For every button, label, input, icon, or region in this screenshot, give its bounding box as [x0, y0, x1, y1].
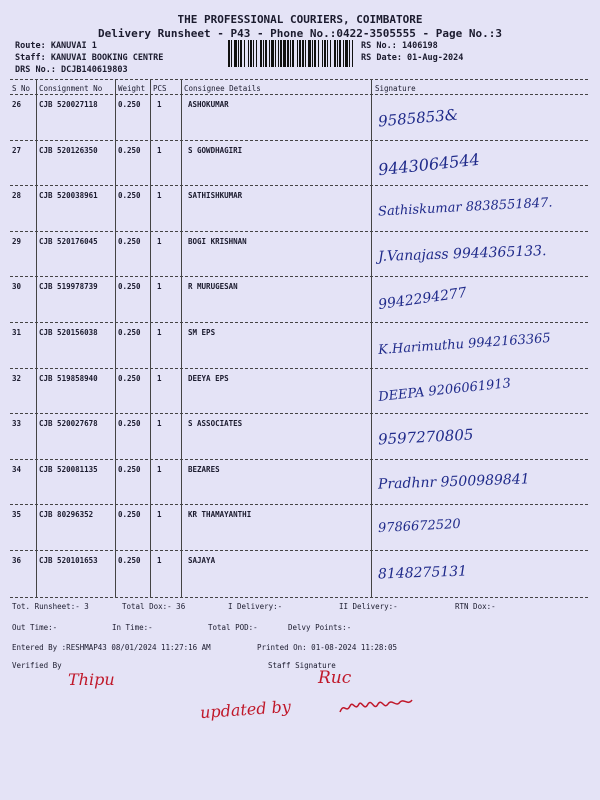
row-signature: 9443064544	[377, 149, 481, 179]
row-pcs: 1	[157, 236, 162, 246]
row-consignee-name: SM EPS	[188, 328, 216, 337]
row-consignment-no: CJB 520027678	[39, 419, 98, 429]
row-sno: 33	[12, 419, 22, 429]
row-consignment-no: CJB 520081135	[39, 464, 98, 474]
row-pcs: 1	[157, 419, 162, 429]
row-signature: Sathiskumar 8838551847.	[377, 195, 553, 220]
drs-number: DRS No.: DCJB140619803	[15, 65, 128, 75]
staff-signature-label: Staff Signature	[268, 661, 336, 670]
row-consignment-no: CJB 520126350	[39, 145, 98, 155]
row-consignment-no: CJB 520156038	[39, 328, 98, 337]
row-sno: 28	[12, 191, 22, 201]
col-header-sno: S No	[12, 84, 31, 93]
row-consignment-no: CJB 519978739	[39, 282, 98, 292]
row-signature: DEEPA 9206061913	[377, 375, 512, 405]
runsheet-subtitle: Delivery Runsheet - P43 - Phone No.:0422-3505555 - Page No.:3	[98, 27, 502, 40]
row-pcs: 1	[157, 328, 162, 337]
row-sno: 32	[12, 373, 22, 383]
rtn-dox: RTN Dox:-	[455, 602, 496, 611]
row-consignee-name: SATHISHKUMAR	[188, 191, 243, 201]
barcode-icon	[228, 40, 354, 67]
row-pcs: 1	[157, 282, 162, 292]
row-weight: 0.250	[118, 464, 141, 474]
table-bottom-divider	[10, 597, 588, 598]
row-consignee-name: S GOWDHAGIRI	[188, 145, 243, 155]
delvy-points: Delvy Points:-	[288, 623, 352, 632]
route-label: Route: KANUVAI 1	[15, 41, 97, 51]
column-divider	[36, 80, 37, 597]
row-divider	[10, 368, 588, 369]
row-sno: 26	[12, 100, 22, 109]
row-weight: 0.250	[118, 100, 141, 109]
row-consignment-no: CJB 519858940	[39, 373, 98, 383]
row-weight: 0.250	[118, 191, 141, 201]
row-consignment-no: CJB 520176045	[39, 236, 98, 246]
row-divider	[10, 459, 588, 460]
row-divider	[10, 504, 588, 505]
row-consignment-no: CJB 520027118	[39, 100, 98, 109]
updated-note: updated by	[199, 696, 292, 723]
out-time: Out Time:-	[12, 623, 58, 632]
row-consignee-name: S ASSOCIATES	[188, 419, 243, 429]
i-delivery: I Delivery:-	[228, 602, 283, 611]
row-divider	[10, 550, 588, 551]
row-signature: 9786672520	[377, 517, 462, 537]
col-header-consignment: Consignment No	[39, 84, 103, 93]
updater-signature-scribble	[338, 692, 422, 718]
row-weight: 0.250	[118, 510, 141, 520]
row-pcs: 1	[157, 556, 162, 565]
col-header-pcs: PCS	[153, 84, 167, 93]
row-signature: 9597270805	[377, 425, 474, 449]
row-sno: 34	[12, 464, 22, 474]
row-weight: 0.250	[118, 236, 141, 246]
row-weight: 0.250	[118, 556, 141, 565]
row-signature: J.Vanajass 9944365133.	[377, 242, 547, 265]
row-pcs: 1	[157, 100, 162, 109]
row-signature: 9942294277	[377, 285, 468, 314]
row-consignment-no: CJB 520101653	[39, 556, 98, 565]
row-signature: 9585853&	[377, 105, 459, 131]
row-consignee-name: BEZARES	[188, 464, 220, 474]
row-consignee-name: BOGI KRISHNAN	[188, 236, 247, 246]
row-consignee-name: SAJAYA	[188, 556, 216, 565]
staff-signature: Ruc	[318, 668, 352, 688]
total-runsheet: Tot. Runsheet:- 3	[12, 602, 89, 611]
verified-by-label: Verified By	[12, 661, 62, 670]
column-divider	[371, 80, 372, 597]
row-weight: 0.250	[118, 419, 141, 429]
row-weight: 0.250	[118, 373, 141, 383]
company-title: THE PROFESSIONAL COURIERS, COIMBATORE	[177, 13, 423, 26]
row-signature: K.Harimuthu 9942163365	[377, 330, 552, 359]
row-consignee-name: ASHOKUMAR	[188, 100, 229, 109]
in-time: In Time:-	[112, 623, 153, 632]
column-divider	[181, 80, 182, 597]
row-divider	[10, 322, 588, 323]
row-sno: 29	[12, 236, 22, 246]
row-sno: 36	[12, 556, 22, 565]
row-consignee-name: R MURUGESAN	[188, 282, 238, 292]
row-divider	[10, 140, 588, 141]
row-divider	[10, 276, 588, 277]
row-consignment-no: CJB 80296352	[39, 510, 94, 520]
row-weight: 0.250	[118, 145, 141, 155]
row-sno: 31	[12, 328, 22, 337]
total-dox: Total Dox:- 36	[122, 602, 186, 611]
entered-by: Entered By :RESHMAP43 08/01/2024 11:27:16 AM	[12, 643, 211, 652]
row-divider	[10, 185, 588, 186]
row-weight: 0.250	[118, 282, 141, 292]
row-consignee-name: DEEYA EPS	[188, 373, 229, 383]
col-header-consignee: Consignee Details	[184, 84, 261, 93]
row-consignment-no: CJB 520038961	[39, 191, 98, 201]
table-top-divider	[10, 79, 588, 80]
column-divider	[150, 80, 151, 597]
row-signature: Pradhnr 9500989841	[377, 471, 530, 493]
rs-date: RS Date: 01-Aug-2024	[361, 53, 464, 63]
row-pcs: 1	[157, 373, 162, 383]
col-header-signature: Signature	[375, 84, 416, 93]
row-sno: 30	[12, 282, 22, 292]
col-header-weight: Weight	[118, 84, 146, 93]
rs-number: RS No.: 1406198	[361, 41, 438, 51]
row-divider	[10, 413, 588, 414]
row-pcs: 1	[157, 191, 162, 201]
row-pcs: 1	[157, 464, 162, 474]
row-weight: 0.250	[118, 328, 141, 337]
row-divider	[10, 231, 588, 232]
row-sno: 27	[12, 145, 22, 155]
staff-label: Staff: KANUVAI BOOKING CENTRE	[15, 53, 164, 63]
ii-delivery: II Delivery:-	[339, 602, 398, 611]
total-pod: Total POD:-	[208, 623, 258, 632]
row-pcs: 1	[157, 510, 162, 520]
verified-signature: Thipu	[68, 670, 115, 689]
column-divider	[115, 80, 116, 597]
row-consignee-name: KR THAMAYANTHI	[188, 510, 252, 520]
printed-on: Printed On: 01-08-2024 11:28:05	[257, 643, 397, 652]
row-pcs: 1	[157, 145, 162, 155]
header-divider	[10, 94, 588, 95]
row-signature: 8148275131	[377, 563, 468, 583]
row-sno: 35	[12, 510, 22, 520]
